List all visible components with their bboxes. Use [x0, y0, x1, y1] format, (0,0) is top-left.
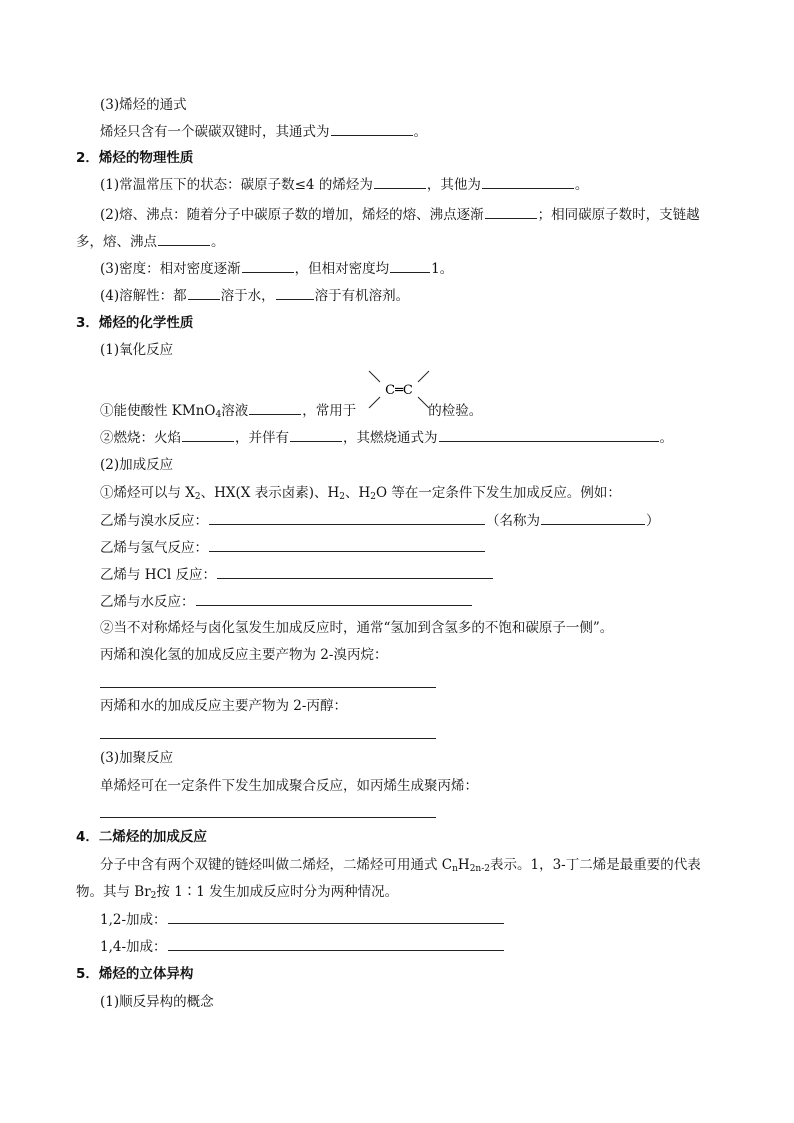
general-formula-line: 烯烃只含有一个碳碳双键时，其通式为 。 [100, 124, 427, 140]
solubility-line: (4)溶解性：都 溶于水， 溶于有机溶剂。 [100, 288, 410, 304]
answer-blank[interactable] [541, 511, 645, 525]
markovnikov-rule: ②当不对称烯烃与卤化氢发生加成反应时，通常“氢加到含氢多的不饱和碳原子一侧”。 [100, 620, 614, 636]
addition-intro: ①烯烃可以与 $X_2$、HX(X 表示卤素)、$H_2$、$H_2O$ 等在一定条件下发生加成反应。例如： [100, 485, 621, 502]
cc-label: C═C [385, 383, 413, 398]
melting-point-line: (2)熔、沸点：随着分子中碳原子数的增加，烯烃的熔、沸点逐渐 ；相同碳原子数时，支链越 [100, 207, 700, 223]
answer-blank[interactable] [209, 538, 485, 552]
kmno4-line: ①能使酸性 KMnO$_4$溶液 ，常用于 的检验。 [100, 403, 483, 420]
combustion-line: ②燃烧：火焰 ，并伴有 ，其燃烧通式为 。 [100, 430, 673, 446]
heading-diene-addition: 4．二烯烃的加成反应 [76, 829, 207, 845]
answer-blank[interactable] [209, 511, 485, 525]
answer-blank[interactable] [390, 259, 430, 273]
answer-blank[interactable] [249, 401, 301, 415]
ethylene-hydrogen-line: 乙烯与氢气反应： [100, 538, 486, 557]
heading-stereoisomerism: 5．烯烃的立体异构 [76, 966, 194, 982]
polymerization-title: (3)加聚反应 [100, 750, 174, 766]
addition-title: (2)加成反应 [100, 457, 174, 473]
answer-blank[interactable] [331, 122, 413, 136]
ethylene-water-line: 乙烯与水反应： [100, 592, 473, 611]
answer-blank[interactable] [290, 428, 342, 442]
answer-blank[interactable] [482, 175, 574, 189]
polypropylene-line: 单烯烃可在一定条件下发生加成聚合反应，如丙烯生成聚丙烯： [100, 778, 478, 794]
answer-blank[interactable] [168, 937, 504, 951]
addition-14-line: 1,4-加成： [100, 937, 505, 956]
answer-blank[interactable] [158, 232, 210, 246]
propene-hbr-line: 丙烯和溴化氢的加成反应主要产物为 2-溴丙烷： [100, 647, 388, 663]
density-line: (3)密度：相对密度逐渐 ，但相对密度均 1。 [100, 261, 454, 277]
answer-blank[interactable] [168, 910, 504, 924]
answer-blank[interactable] [188, 286, 220, 300]
answer-blank[interactable] [439, 428, 659, 442]
propene-water-line: 丙烯和水的加成反应主要产物为 2-丙醇： [100, 698, 347, 714]
heading-chemical-properties: 3．烯烃的化学性质 [76, 315, 194, 331]
answer-blank[interactable] [196, 592, 472, 606]
ethylene-hcl-line: 乙烯与 HCl 反应： [100, 565, 494, 584]
heading-physical-properties: 2．烯烃的物理性质 [76, 150, 194, 166]
answer-blank[interactable] [276, 286, 314, 300]
answer-line[interactable] [100, 687, 436, 688]
diene-definition-cont: 物。其与 $Br_2$按 1∶1 发生加成反应时分为两种情况。 [76, 884, 399, 901]
addition-12-line: 1,2-加成： [100, 910, 505, 929]
answer-blank[interactable] [182, 428, 234, 442]
cis-trans-title: (1)顺反异构的概念 [100, 994, 214, 1010]
answer-blank[interactable] [217, 565, 493, 579]
diene-definition-line: 分子中含有两个双键的链烃叫做二烯烃，二烯烃可用通式 $C_nH_{2n-2}$表示。1，3-丁二烯是最重要的代表 [100, 857, 701, 874]
ethylene-bromine-line: 乙烯与溴水反应： （名称为 ） [100, 513, 660, 529]
answer-line[interactable] [100, 738, 436, 739]
answer-line[interactable] [100, 817, 436, 818]
oxidation-title: (1)氧化反应 [100, 342, 174, 358]
state-line: (1)常温常压下的状态：碳原子数≤4 的烯烃为 ，其他为 。 [100, 177, 589, 193]
answer-blank[interactable] [485, 205, 537, 219]
section-3-title: (3)烯烃的通式 [100, 97, 187, 113]
answer-blank[interactable] [374, 175, 426, 189]
melting-point-line-cont: 多，熔、沸点 。 [76, 234, 225, 250]
answer-blank[interactable] [242, 259, 294, 273]
